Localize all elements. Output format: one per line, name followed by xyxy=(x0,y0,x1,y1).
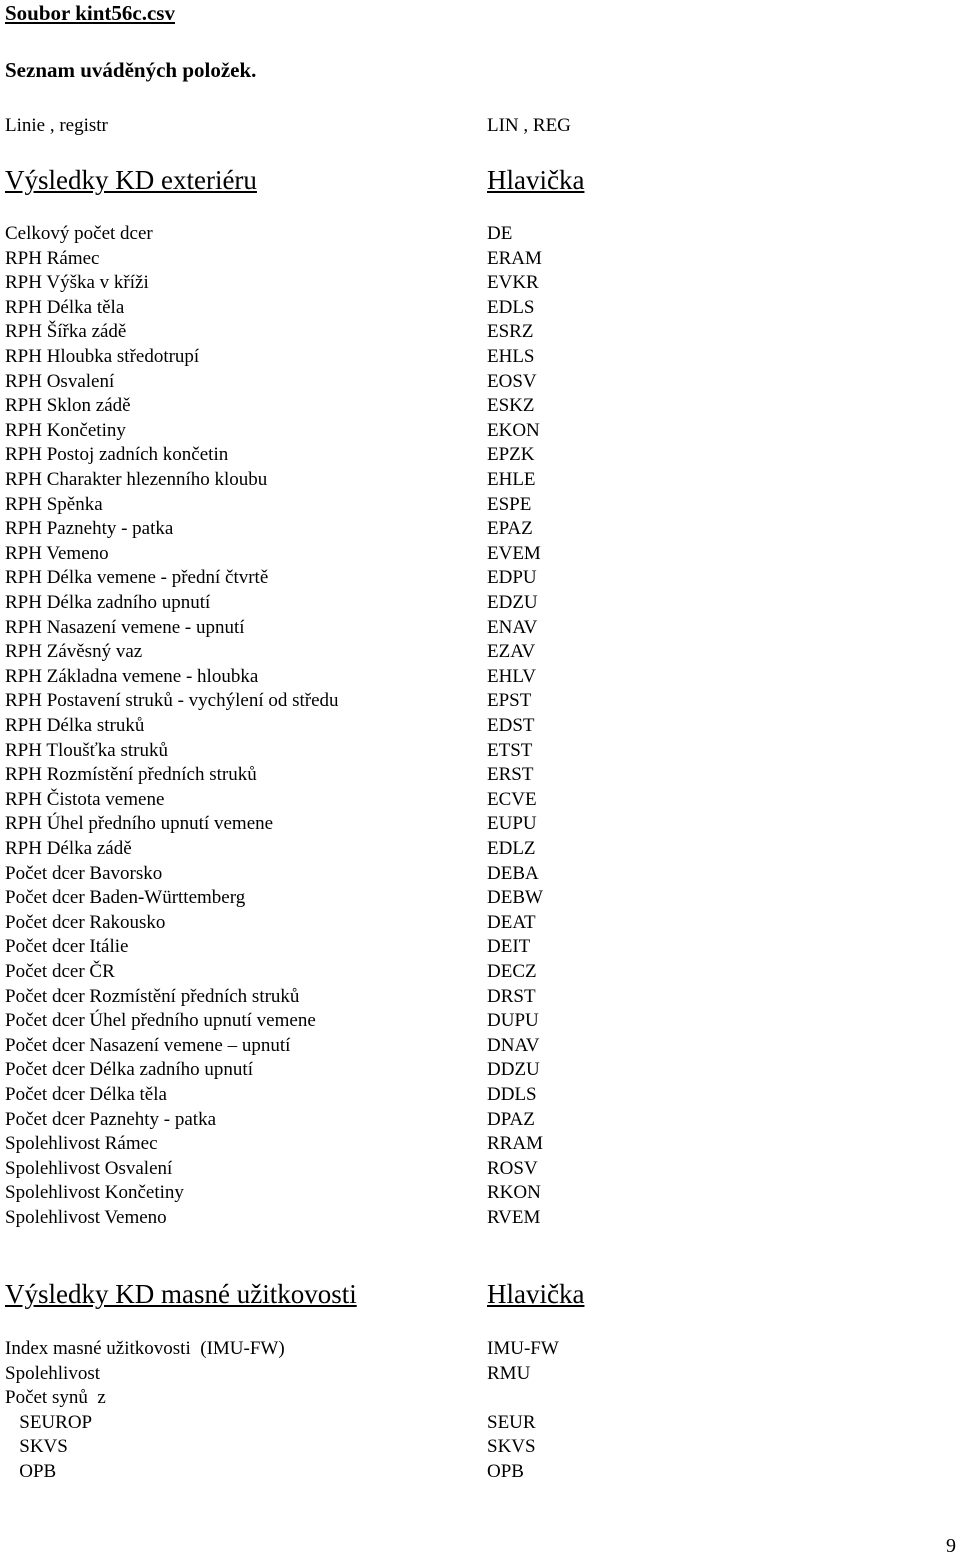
item-label: RPH Rámec xyxy=(5,247,100,269)
list-item xyxy=(0,616,960,640)
list-item xyxy=(0,739,960,763)
item-label: RPH Paznehty - patka xyxy=(5,518,174,540)
list-item xyxy=(0,960,960,984)
item-code: DEBW xyxy=(487,887,543,909)
page-number: 9 xyxy=(946,1535,956,1557)
item-label: RPH Charakter hlezenního kloubu xyxy=(5,469,268,490)
section-exterior-heading xyxy=(0,163,960,197)
list-item xyxy=(0,542,960,566)
item-code: DPAZ xyxy=(487,1108,535,1130)
list-item xyxy=(0,640,960,664)
list-item xyxy=(0,788,960,812)
item-label: Počet dcer Nasazení vemene – upnutí xyxy=(5,1034,291,1056)
item-code: RMU xyxy=(487,1362,531,1384)
item-label: Spolehlivost xyxy=(5,1362,101,1384)
item-label: RPH Spěnka xyxy=(5,493,103,515)
item-code: ETST xyxy=(487,739,533,761)
list-item xyxy=(0,1108,960,1132)
item-label: RPH Nasazení vemene - upnutí xyxy=(5,616,245,638)
list-item xyxy=(0,1386,960,1410)
item-label: RPH Výška v kříži xyxy=(5,272,149,294)
list-item xyxy=(0,1132,960,1156)
item-code: DDLS xyxy=(487,1084,537,1105)
item-code: EUPU xyxy=(487,813,537,835)
item-label: Celkový počet dcer xyxy=(5,223,153,244)
linie-label: Linie , registr xyxy=(5,115,108,136)
item-code: DEBA xyxy=(487,862,539,884)
list-item xyxy=(0,886,960,910)
item-label: SKVS xyxy=(5,1436,68,1458)
list-title: Seznam uváděných položek. xyxy=(5,58,257,82)
item-code: EDST xyxy=(487,715,535,736)
list-item xyxy=(0,1157,960,1181)
list-item xyxy=(0,419,960,443)
item-label: RPH Sklon zádě xyxy=(5,395,131,417)
item-code: EKON xyxy=(487,419,540,441)
item-code: ERST xyxy=(487,764,534,786)
item-code: DEIT xyxy=(487,936,531,958)
linie-row xyxy=(0,114,960,138)
list-item xyxy=(0,468,960,492)
item-label: Spolehlivost Končetiny xyxy=(5,1182,184,1204)
item-label: RPH Délka těla xyxy=(5,296,125,318)
item-label: RPH Délka zadního upnutí xyxy=(5,592,211,613)
item-code: RVEM xyxy=(487,1207,541,1228)
list-item xyxy=(0,862,960,886)
item-code: EVKR xyxy=(487,272,539,294)
list-item xyxy=(0,689,960,713)
item-code: RRAM xyxy=(487,1133,543,1155)
list-item xyxy=(0,1034,960,1058)
item-code: DE xyxy=(487,223,513,244)
item-label: Počet dcer Délka zadního upnutí xyxy=(5,1059,253,1081)
list-item xyxy=(0,1206,960,1230)
linie-code: LIN , REG xyxy=(487,115,571,136)
list-item xyxy=(0,1009,960,1033)
section-meat-header-label: Hlavička xyxy=(487,1279,585,1309)
item-code: DECZ xyxy=(487,961,537,982)
list-item xyxy=(0,935,960,959)
list-item xyxy=(0,296,960,320)
item-code: EDZU xyxy=(487,592,538,613)
list-item xyxy=(0,985,960,1009)
item-label: Počet dcer Baden-Württemberg xyxy=(5,887,246,909)
item-label: RPH Šířka zádě xyxy=(5,321,127,343)
list-item xyxy=(0,271,960,295)
list-item xyxy=(0,1181,960,1205)
list-item xyxy=(0,591,960,615)
item-label: RPH Tloušťka struků xyxy=(5,739,168,761)
item-label: Počet dcer Itálie xyxy=(5,936,129,958)
item-code: EHLE xyxy=(487,469,536,490)
item-label: RPH Základna vemene - hloubka xyxy=(5,665,259,687)
item-label: RPH Končetiny xyxy=(5,419,126,441)
item-label: Počet dcer Paznehty - patka xyxy=(5,1108,217,1130)
item-code: DNAV xyxy=(487,1034,540,1056)
item-label: SEUROP xyxy=(5,1411,93,1433)
item-code: DEAT xyxy=(487,911,536,933)
item-code: EPZK xyxy=(487,444,535,466)
item-label: Počet dcer ČR xyxy=(5,961,115,982)
item-label: Počet dcer Úhel předního upnutí vemene xyxy=(5,1010,316,1032)
item-label: Počet dcer Délka těla xyxy=(5,1084,167,1105)
file-title: Soubor kint56c.csv xyxy=(5,1,175,25)
list-item xyxy=(0,1083,960,1107)
item-label: RPH Postoj zadních končetin xyxy=(5,444,229,466)
item-label: Spolehlivost Rámec xyxy=(5,1133,158,1155)
list-item xyxy=(0,394,960,418)
list-item xyxy=(0,1058,960,1082)
item-code: EDPU xyxy=(487,567,537,589)
item-label: RPH Úhel předního upnutí vemene xyxy=(5,813,274,835)
item-code: SKVS xyxy=(487,1436,536,1458)
item-code: DUPU xyxy=(487,1010,539,1032)
section-exterior-header-label: Hlavička xyxy=(487,165,585,195)
item-label: Index masné užitkovosti (IMU-FW) xyxy=(5,1338,285,1359)
item-code: SEUR xyxy=(487,1411,536,1433)
item-code: ECVE xyxy=(487,788,537,810)
item-code: DRST xyxy=(487,985,536,1007)
item-code: EDLZ xyxy=(487,838,536,859)
item-code: EZAV xyxy=(487,641,536,663)
item-code: EDLS xyxy=(487,296,535,318)
item-label: RPH Závěsný vaz xyxy=(5,641,143,663)
list-item xyxy=(0,665,960,689)
list-item xyxy=(0,566,960,590)
list-item xyxy=(0,812,960,836)
list-item xyxy=(0,714,960,738)
item-label: Počet dcer Rozmístění předních struků xyxy=(5,985,300,1007)
item-code: ERAM xyxy=(487,247,542,269)
item-code: IMU-FW xyxy=(487,1338,559,1359)
item-label: RPH Vemeno xyxy=(5,542,109,564)
item-code: EPST xyxy=(487,690,532,712)
item-code: EHLS xyxy=(487,346,535,367)
list-item xyxy=(0,1435,960,1459)
item-label: RPH Délka struků xyxy=(5,715,145,736)
item-label: RPH Čistota vemene xyxy=(5,788,165,810)
list-item xyxy=(0,1337,960,1361)
item-code: RKON xyxy=(487,1182,541,1204)
item-label: RPH Délka zádě xyxy=(5,838,132,859)
item-code: EPAZ xyxy=(487,518,533,540)
item-code: DDZU xyxy=(487,1059,540,1081)
list-item xyxy=(0,1460,960,1484)
list-item xyxy=(0,911,960,935)
item-code: ESRZ xyxy=(487,321,534,343)
item-code: OPB xyxy=(487,1461,524,1482)
list-item xyxy=(0,1411,960,1435)
item-code: ENAV xyxy=(487,616,538,638)
item-label: RPH Délka vemene - přední čtvrtě xyxy=(5,567,269,589)
item-code: ESKZ xyxy=(487,395,535,417)
item-label: RPH Rozmístění předních struků xyxy=(5,764,257,786)
list-item xyxy=(0,370,960,394)
list-item xyxy=(0,320,960,344)
section-exterior-title: Výsledky KD exteriéru xyxy=(5,165,257,195)
item-code: EVEM xyxy=(487,542,541,564)
item-code: EHLV xyxy=(487,665,536,687)
item-label: Počet dcer Bavorsko xyxy=(5,862,163,884)
list-item xyxy=(0,837,960,861)
list-item xyxy=(0,222,960,246)
section-meat-heading xyxy=(0,1277,960,1311)
item-code: ESPE xyxy=(487,493,532,515)
list-item xyxy=(0,1362,960,1386)
list-item xyxy=(0,493,960,517)
list-item xyxy=(0,443,960,467)
item-label: OPB xyxy=(5,1461,57,1482)
item-label: RPH Hloubka středotrupí xyxy=(5,346,200,367)
item-label: RPH Osvalení xyxy=(5,370,115,392)
list-item xyxy=(0,763,960,787)
item-code: EOSV xyxy=(487,370,537,392)
list-item xyxy=(0,345,960,369)
item-code: ROSV xyxy=(487,1157,538,1179)
item-label: Spolehlivost Vemeno xyxy=(5,1207,167,1228)
list-item xyxy=(0,247,960,271)
section-meat-title: Výsledky KD masné užitkovosti xyxy=(5,1279,357,1309)
item-label: Počet synů z xyxy=(5,1387,106,1409)
item-label: Spolehlivost Osvalení xyxy=(5,1157,173,1179)
item-label: RPH Postavení struků - vychýlení od středu xyxy=(5,690,339,712)
list-item xyxy=(0,517,960,541)
item-label: Počet dcer Rakousko xyxy=(5,911,166,933)
